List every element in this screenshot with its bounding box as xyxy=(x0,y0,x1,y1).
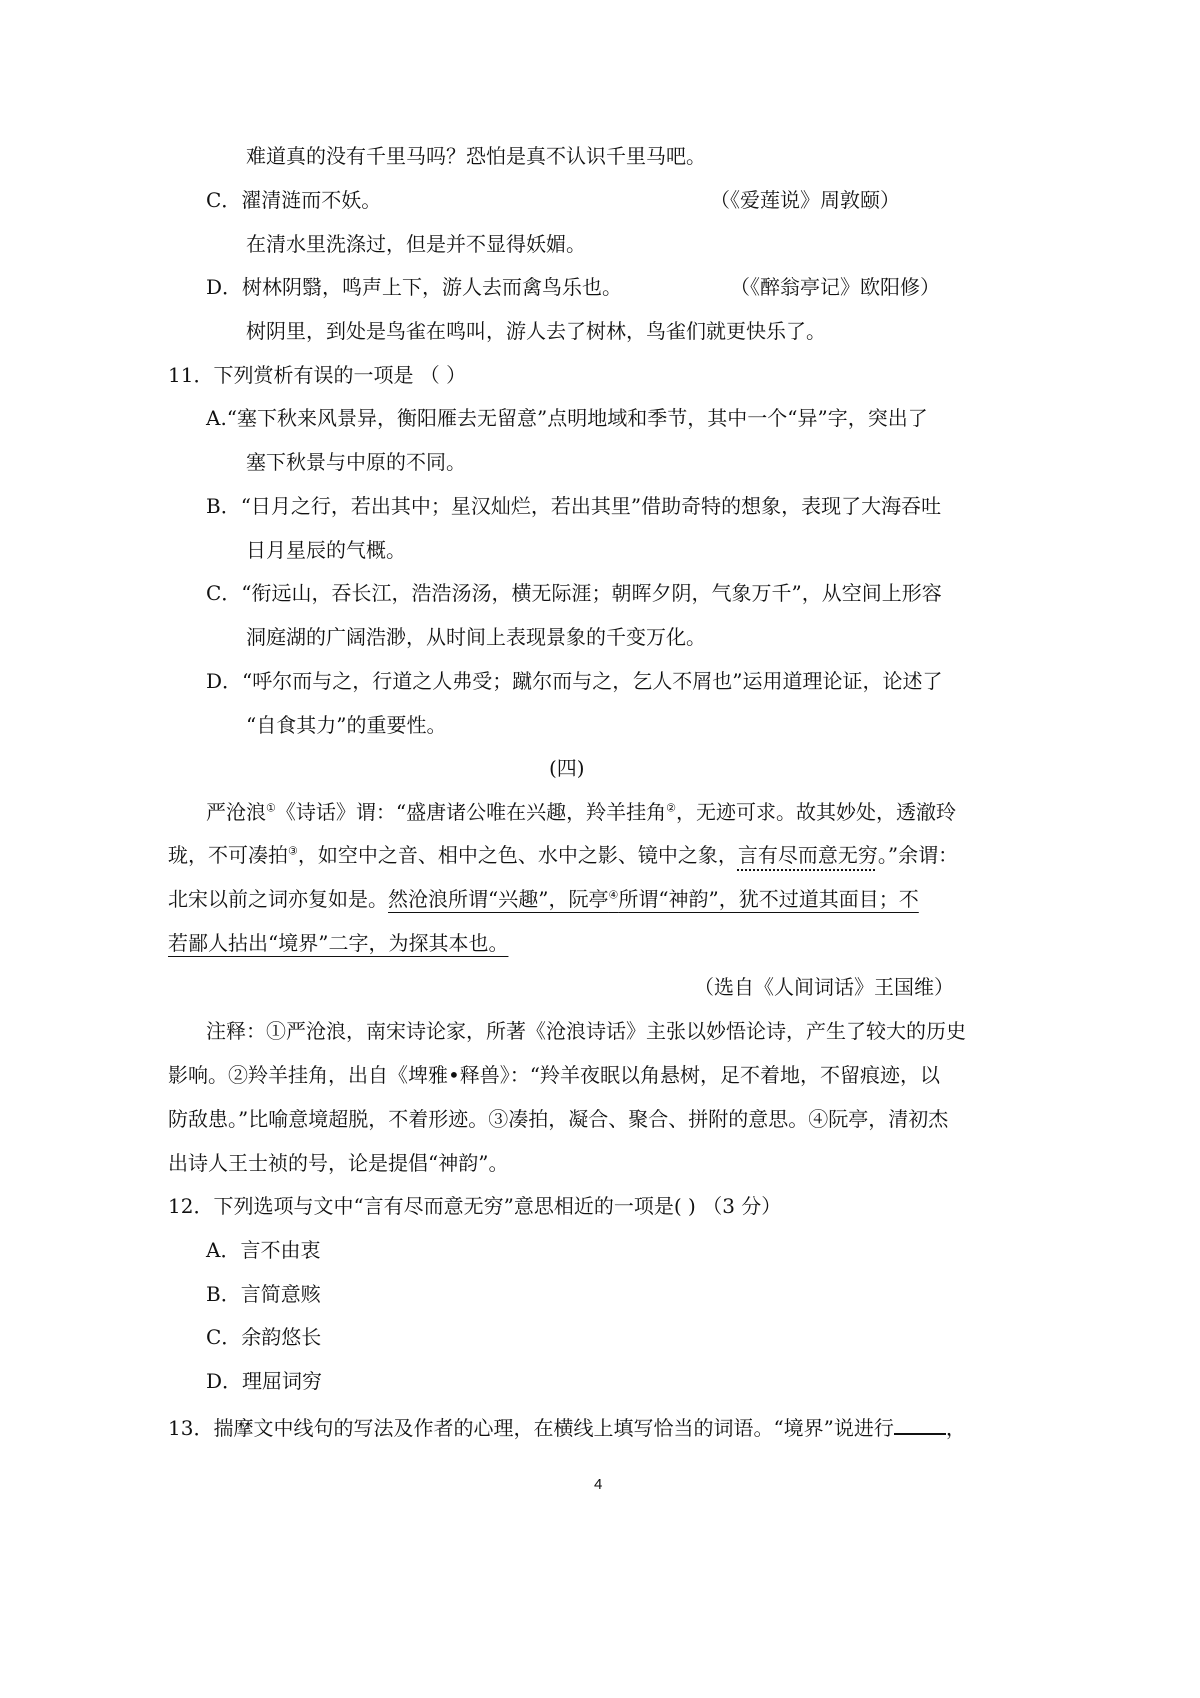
q12-option-c: C．余韵悠长 xyxy=(206,1325,322,1349)
passage-text: 珑，不可凑拍 xyxy=(168,843,288,867)
q10-option-d-source: （《醉翁亭记》欧阳修） xyxy=(730,275,940,299)
q13-text: ， xyxy=(945,1416,966,1440)
footnote-marker: ① xyxy=(266,801,276,815)
q11-option-a-line2: 塞下秋景与中原的不同。 xyxy=(246,450,466,474)
passage-text: 。”余谓： xyxy=(877,843,959,867)
q10-b-translation: 难道真的没有千里马吗？恐怕是真不认识千里马吧。 xyxy=(246,144,706,168)
q10-c-translation: 在清水里洗涤过，但是并不显得妖媚。 xyxy=(246,232,586,256)
footnote-marker: ③ xyxy=(288,844,298,858)
notes-line-3: 防敌患。”比喻意境超脱，不着形迹。③凑拍，凝合、聚合、拼附的意思。④阮亭，清初杰 xyxy=(168,1107,949,1131)
passage-line-4-underlined: 若鄙人拈出“境界”二字，为探其本也。 xyxy=(168,931,509,955)
notes-line-4: 出诗人王士祯的号，论是提倡“神韵”。 xyxy=(168,1151,509,1175)
q12-option-a: A．言不由衷 xyxy=(206,1238,321,1262)
q13-text: 13．揣摩文中线句的写法及作者的心理，在横线上填写恰当的词语。“境界”说进行 xyxy=(168,1416,894,1440)
q13-stem xyxy=(168,1415,966,1438)
notes-line-1: 注释：①严沧浪，南宋诗论家，所著《沧浪诗话》主张以妙悟论诗，产生了较大的历史 xyxy=(206,1019,966,1043)
q11-option-a-line1: A.“塞下秋来风景异，衡阳雁去无留意”点明地域和季节，其中一个“异”字，突出了 xyxy=(206,406,928,430)
passage-text: 《诗话》谓：“盛唐诸公唯在兴趣，羚羊挂角 xyxy=(275,800,667,824)
q12-stem: 12．下列选项与文中“言有尽而意无穷”意思相近的一项是( ) （3 分） xyxy=(168,1194,782,1218)
notes-line-2: 影响。②羚羊挂角，出自《埤雅•释兽》：“羚羊夜眠以角悬树，足不着地，不留痕迹，以 xyxy=(168,1063,941,1087)
q10-option-c: C．濯清涟而不妖。 xyxy=(206,188,382,212)
footnote-marker: ② xyxy=(666,801,676,815)
q10-option-d: D．树林阴翳，鸣声上下，游人去而禽鸟乐也。 xyxy=(206,275,623,299)
q12-option-b: B．言简意赅 xyxy=(206,1282,321,1306)
underlined-sentence xyxy=(388,887,919,911)
q11-option-d-line1: D．“呼尔而与之，行道之人弗受；蹴尔而与之，乞人不屑也”运用道理论证，论述了 xyxy=(206,669,943,693)
dotted-emphasis-phrase: 言有尽而意无穷 xyxy=(737,843,878,867)
page-number: 4 xyxy=(594,1476,603,1493)
passage-text: 严沧浪 xyxy=(206,800,266,824)
underlined-text: 所谓“神韵”，犹不过道其面目；不 xyxy=(618,887,919,911)
q10-d-translation: 树阴里，到处是鸟雀在鸣叫，游人去了树林，鸟雀们就更快乐了。 xyxy=(246,319,826,343)
passage-text: ，无迹可求。故其妙处，透澈玲 xyxy=(675,800,956,824)
fill-in-blank[interactable] xyxy=(894,1415,946,1435)
underlined-text: 然沧浪所谓“兴趣”，阮亭 xyxy=(388,887,609,911)
q11-stem: 11．下列赏析有误的一项是 （ ） xyxy=(168,363,467,387)
q12-option-d: D．理屈词穷 xyxy=(206,1369,323,1393)
section-heading: (四) xyxy=(549,756,585,780)
q11-option-b-line1: B．“日月之行，若出其中；星汉灿烂，若出其里”借助奇特的想象，表现了大海吞吐 xyxy=(206,494,942,518)
passage-source: （选自《人间词话》王国维） xyxy=(694,975,954,999)
q11-option-d-line2: “自食其力”的重要性。 xyxy=(246,713,447,737)
passage-line-2 xyxy=(168,845,958,865)
passage-line-1 xyxy=(206,802,956,822)
passage-text: ，如空中之音、相中之色、水中之影、镜中之象， xyxy=(297,843,738,867)
passage-line-3 xyxy=(168,889,919,909)
q10-option-c-source: （《爱莲说》周敦颐） xyxy=(710,188,900,212)
q11-option-c-line1: C．“衔远山，吞长江，浩浩汤汤，横无际涯；朝晖夕阴，气象万千”，从空间上形容 xyxy=(206,581,942,605)
footnote-marker: ④ xyxy=(608,888,619,902)
q11-option-c-line2: 洞庭湖的广阔浩渺，从时间上表现景象的千变万化。 xyxy=(246,625,706,649)
passage-text: 北宋以前之词亦复如是。 xyxy=(168,887,388,911)
q11-option-b-line2: 日月星辰的气概。 xyxy=(246,538,406,562)
